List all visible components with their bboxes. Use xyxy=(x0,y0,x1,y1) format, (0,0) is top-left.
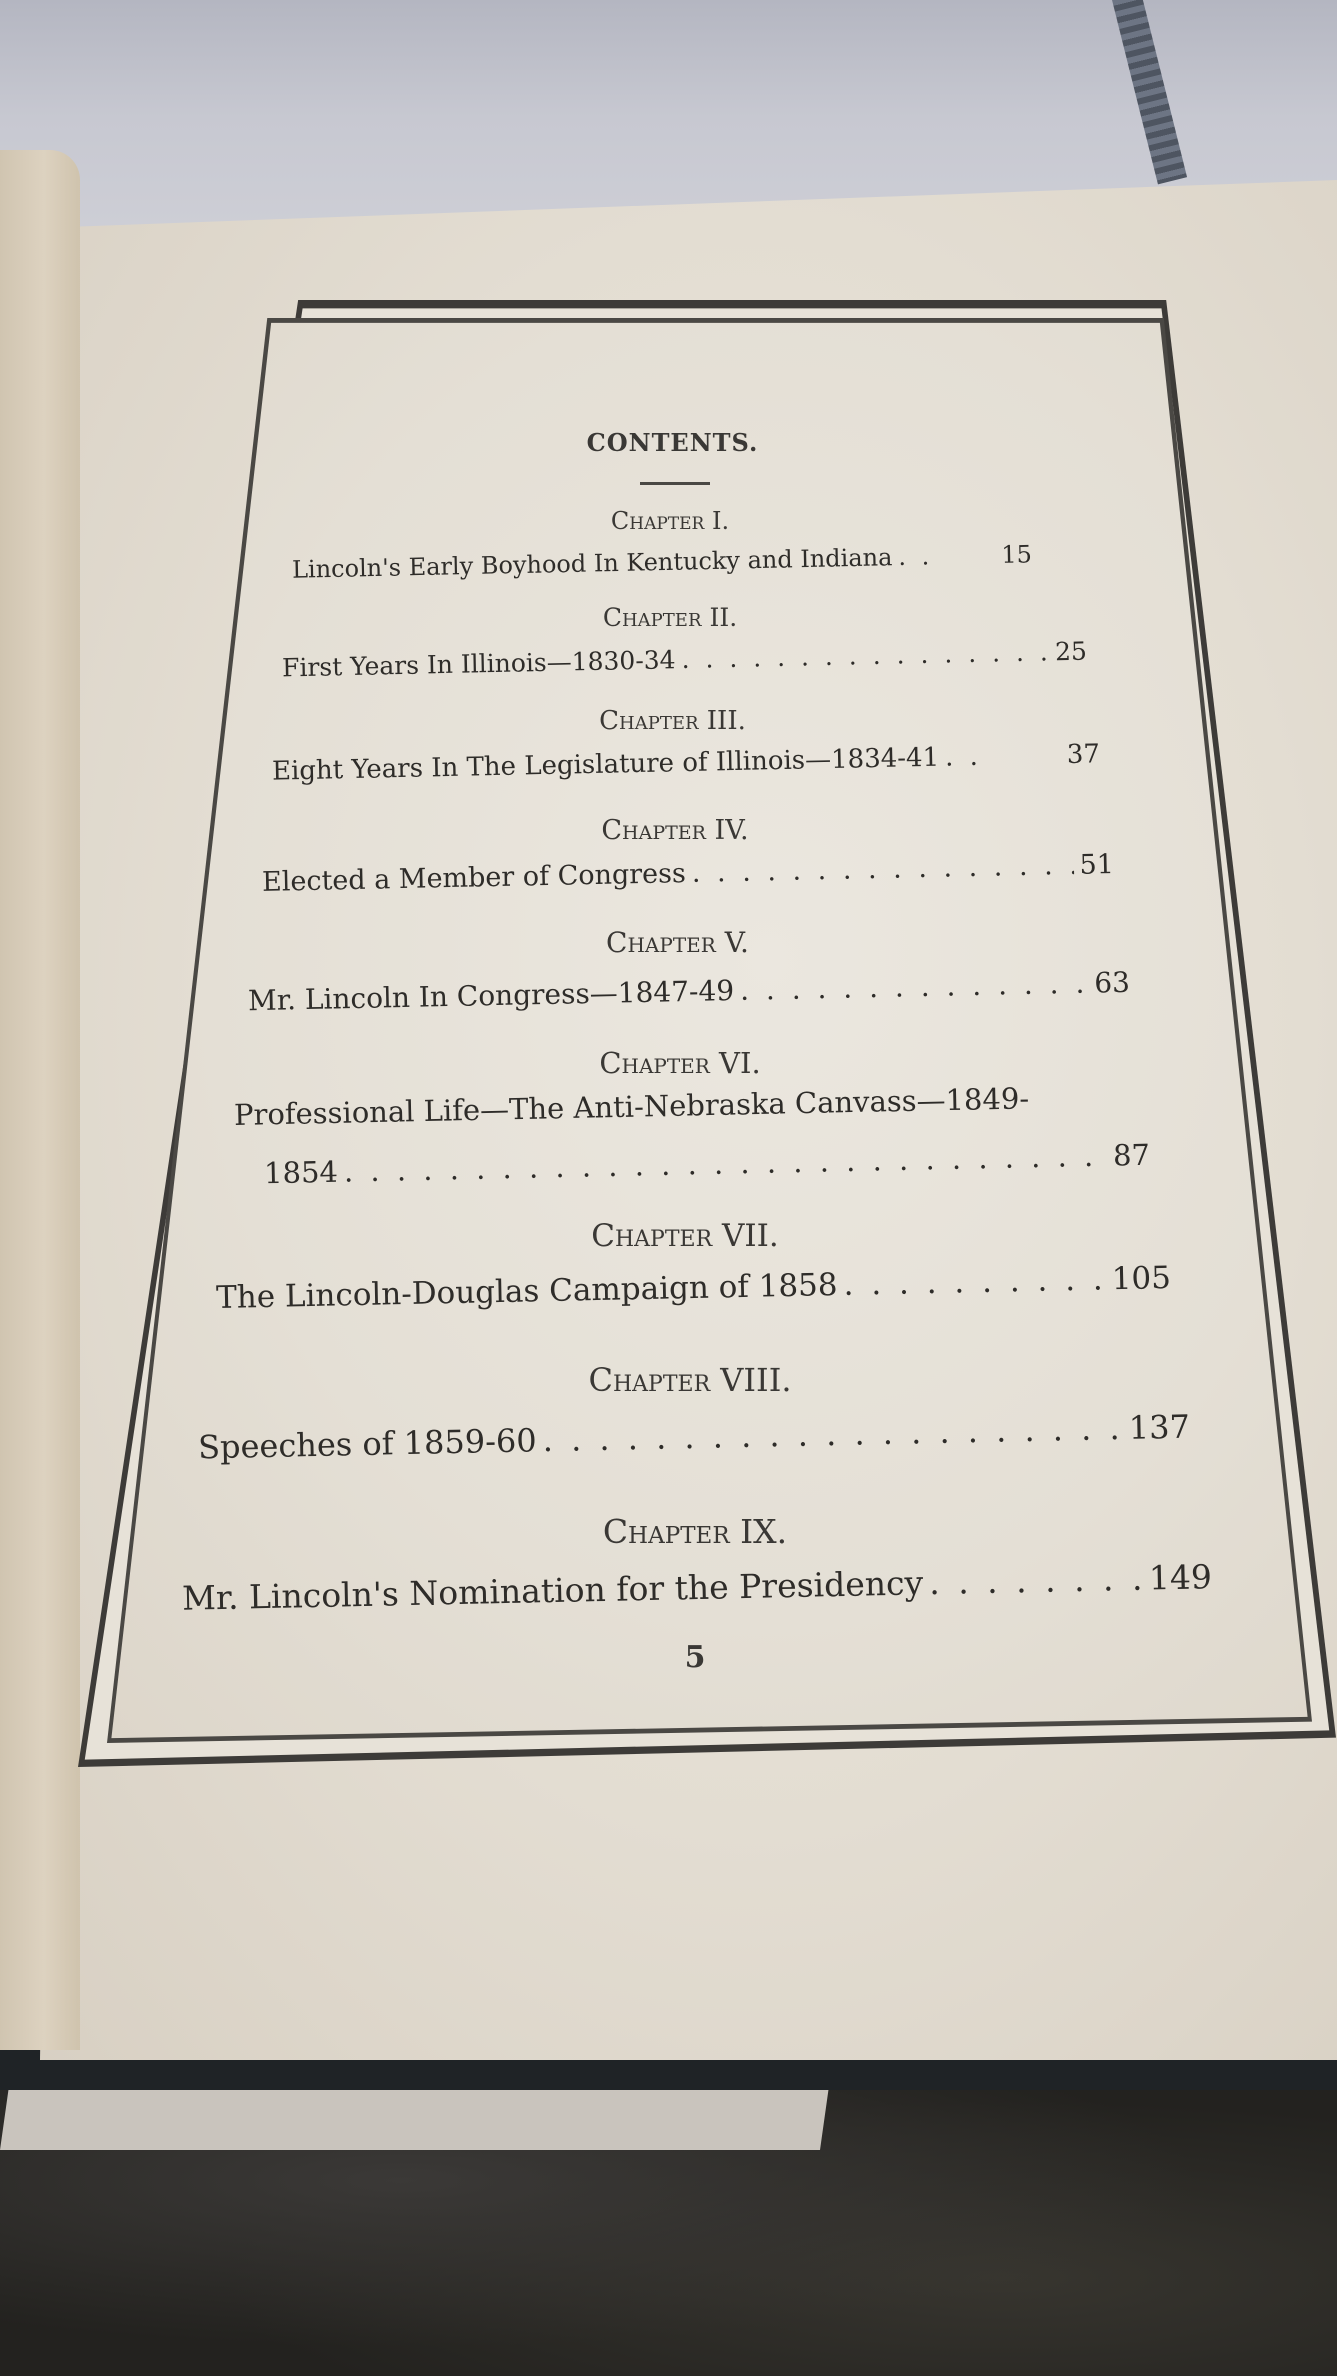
toc-entry xyxy=(216,1260,1172,1316)
toc-entry xyxy=(182,1557,1213,1618)
page-number: 5 xyxy=(684,1640,706,1675)
leader-dots xyxy=(843,1261,1106,1302)
entry-page: 51 xyxy=(1079,849,1115,881)
entry-page: 15 xyxy=(1001,540,1033,569)
chapter-label: Chapter II. xyxy=(602,603,738,632)
chapter-label: Chapter III. xyxy=(599,706,746,736)
entry-page: 87 xyxy=(1112,1137,1151,1173)
entry-page: 63 xyxy=(1093,965,1131,1000)
leader-dots xyxy=(898,541,996,571)
entry-page: 25 xyxy=(1054,636,1088,667)
toc-entry xyxy=(198,1408,1191,1467)
chapter-label: Chapter VII. xyxy=(591,1218,779,1254)
entry-title: First Years In Illinois—1830-34 xyxy=(281,645,676,683)
entry-title-line: Professional Life—The Anti-Nebraska Canvass—1849- xyxy=(233,1081,1030,1132)
leader-dots xyxy=(344,1139,1108,1189)
entry-page: 37 xyxy=(1066,739,1101,771)
toc-entry xyxy=(292,540,1032,583)
entry-title: Speeches of 1859-60 xyxy=(197,1421,538,1467)
chapter-label: Chapter V. xyxy=(606,926,749,959)
entry-title: 1854 xyxy=(263,1154,339,1191)
entry-title: Eight Years In The Legislature of Illinois—1834-41 xyxy=(271,742,940,787)
entry-title: Mr. Lincoln In Congress—1847-49 xyxy=(247,974,735,1018)
leader-dots xyxy=(692,850,1074,889)
leader-dots xyxy=(740,967,1089,1007)
toc-entry xyxy=(282,637,1087,683)
chapter-label: Chapter VI. xyxy=(599,1046,761,1080)
leader-dots xyxy=(929,1559,1144,1602)
entry-title: Mr. Lincoln's Nomination for the Presidency xyxy=(181,1563,924,1618)
contents-heading: CONTENTS. xyxy=(586,428,759,457)
toc-entry xyxy=(262,849,1114,898)
entry-page: 105 xyxy=(1111,1260,1172,1298)
entry-title: Lincoln's Early Boyhood In Kentucky and Indiana xyxy=(291,543,893,584)
entry-title: The Lincoln-Douglas Campaign of 1858 xyxy=(215,1266,838,1316)
chapter-label: Chapter IX. xyxy=(602,1512,788,1551)
entry-title: Elected a Member of Congress xyxy=(261,858,687,898)
heading-rule xyxy=(640,482,710,485)
entry-page: 137 xyxy=(1128,1407,1191,1447)
toc-entry xyxy=(264,1138,1151,1191)
leader-dots xyxy=(542,1409,1123,1459)
entry-page: 149 xyxy=(1148,1557,1213,1598)
chapter-label: Chapter VIII. xyxy=(588,1361,792,1399)
leader-dots xyxy=(945,740,1061,772)
chapter-label: Chapter I. xyxy=(610,507,730,535)
toc-entry xyxy=(272,739,1100,786)
chapter-label: Chapter IV. xyxy=(601,815,749,846)
toc-entry xyxy=(248,966,1130,1017)
leader-dots xyxy=(681,637,1049,674)
